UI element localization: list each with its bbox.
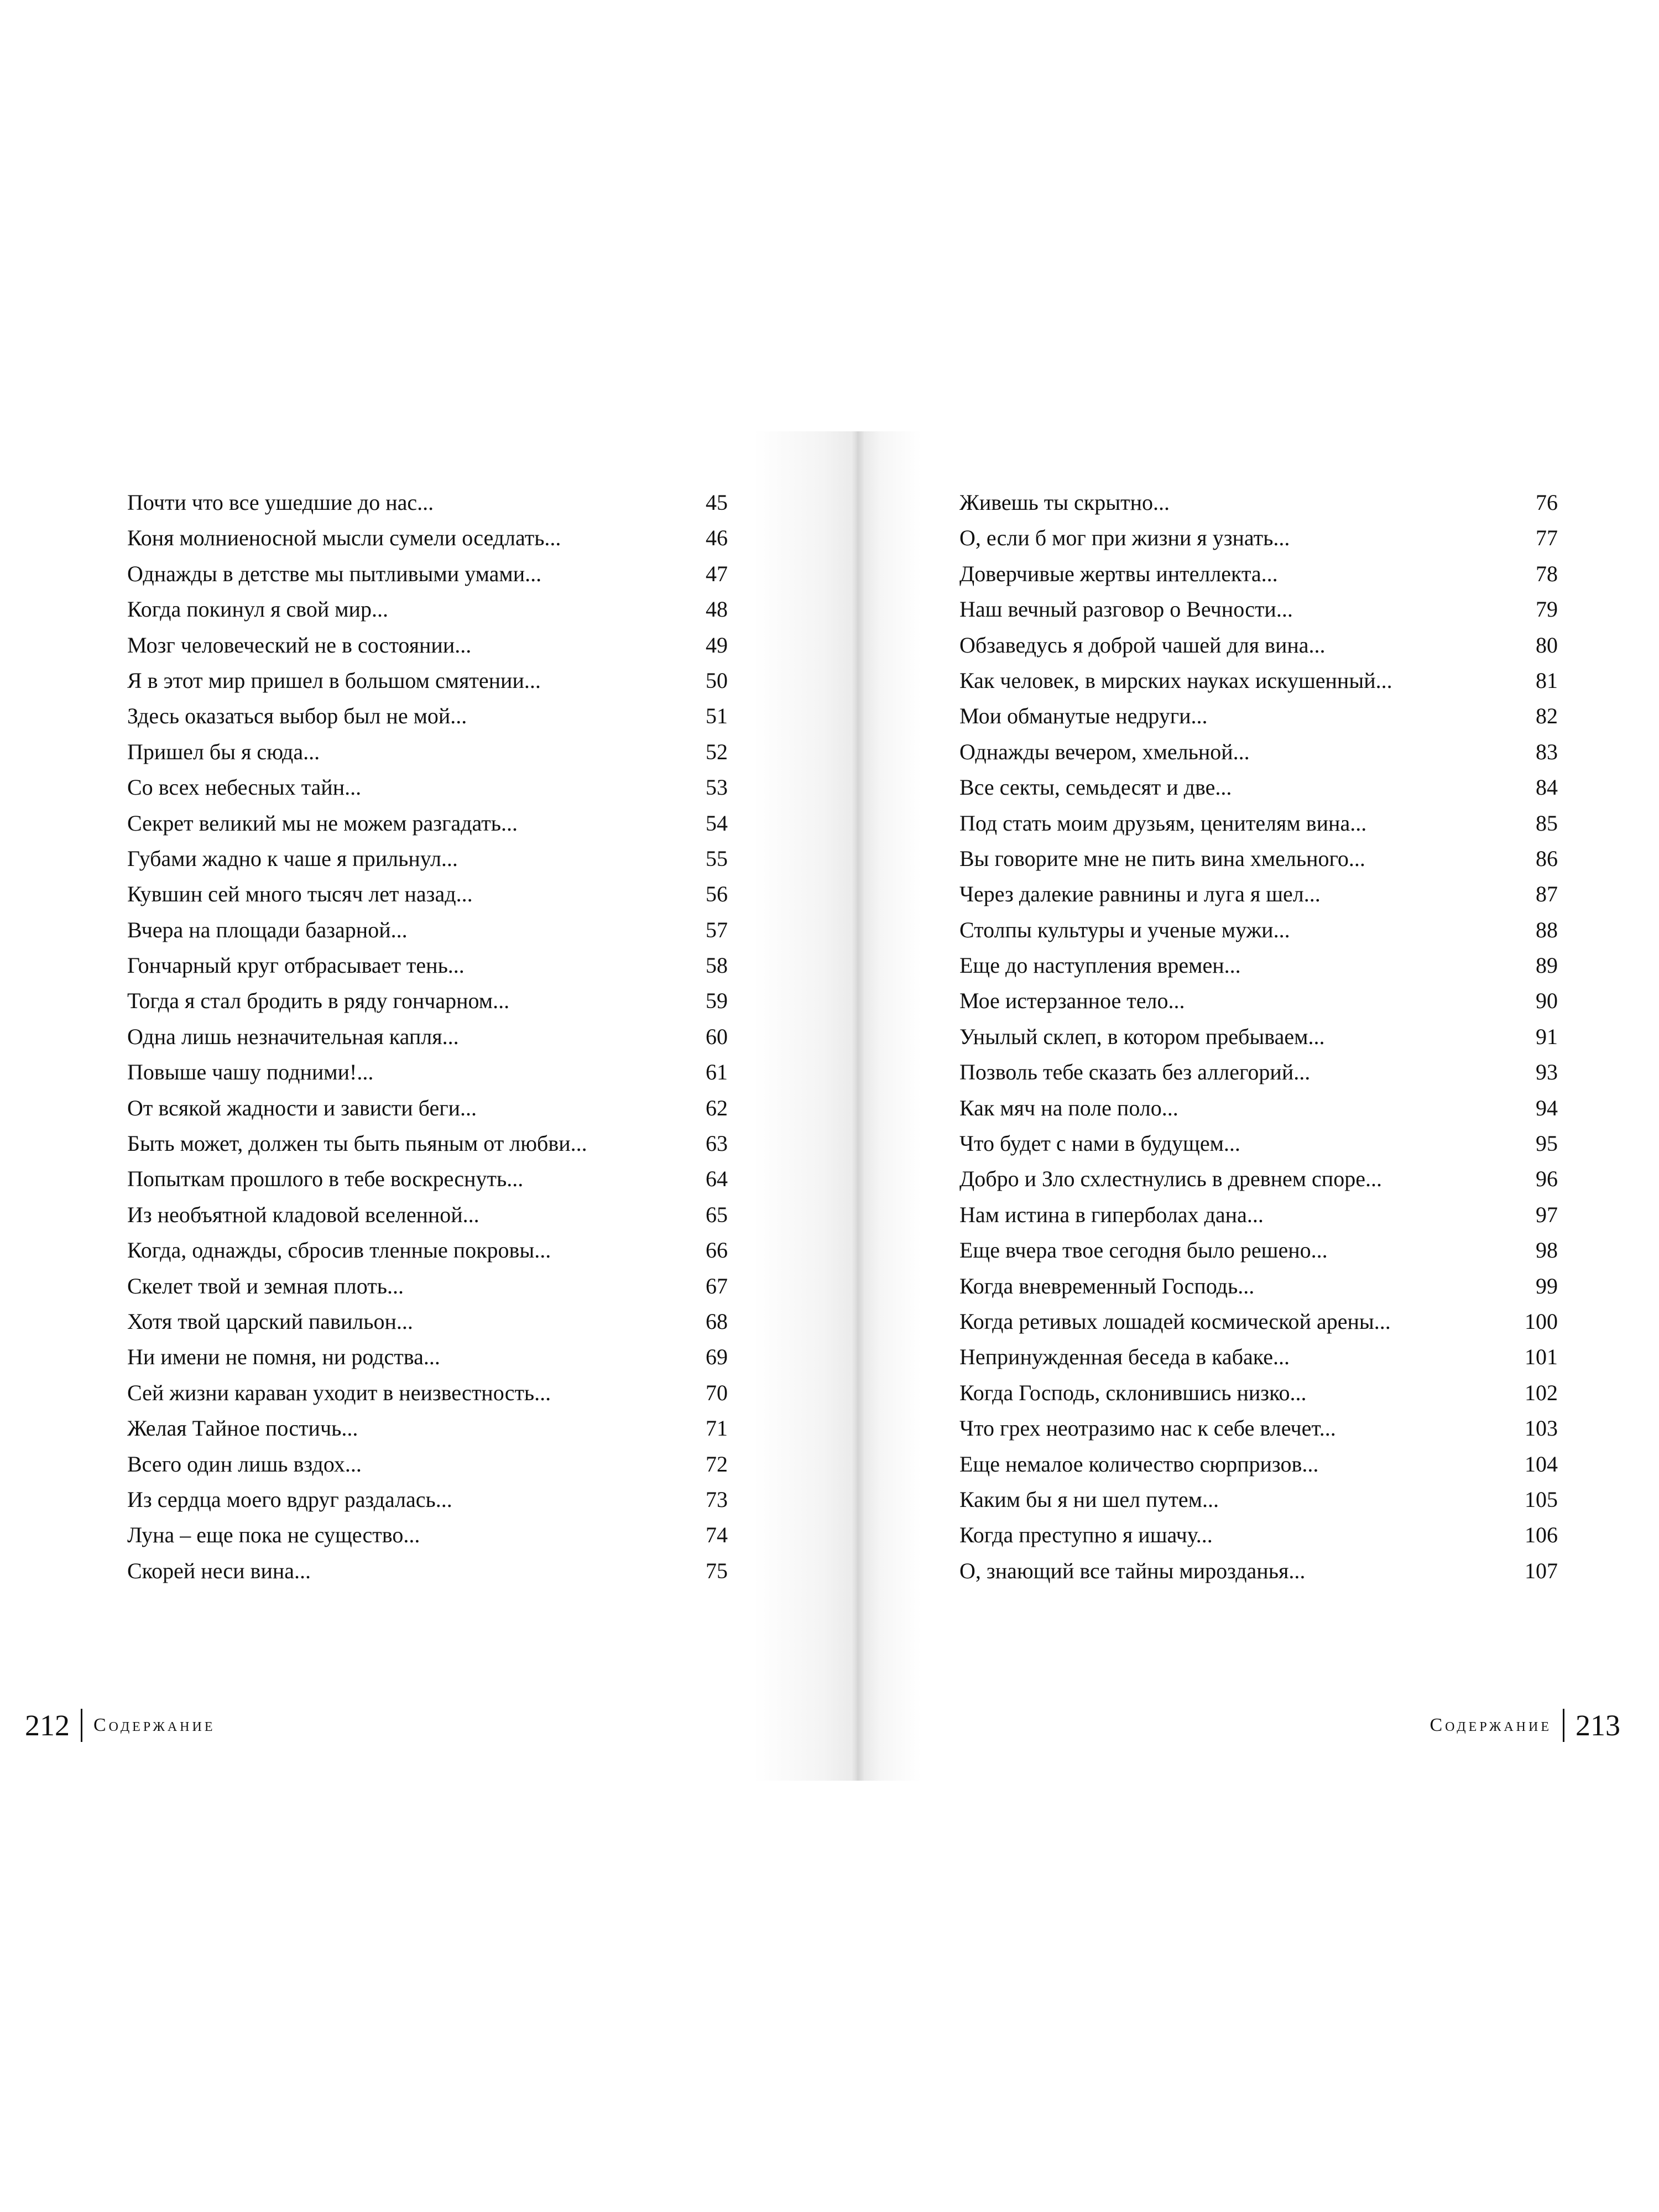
toc-entry-page-number: 95 [1536,1131,1558,1156]
toc-entry-title: Что грех неотразимо нас к себе влечет... [959,1416,1336,1441]
toc-entry [127,734,728,770]
toc-entry-title: Вчера на площади базарной... [127,917,408,942]
toc-entry [959,1233,1558,1268]
toc-entry-page-number: 60 [706,1024,728,1049]
toc-entry-title: Коня молниеносной мысли сумели оседлать... [127,525,561,551]
toc-entry [959,628,1558,663]
toc-entry-page-number: 70 [706,1380,728,1405]
toc-entry-title: Живешь ты скрытно... [959,490,1170,515]
toc-entry [127,520,728,556]
toc-entry-title: Когда, однажды, сбросив тленные покровы... [127,1238,551,1263]
toc-entry-title: Хотя твой царский павильон... [127,1308,413,1334]
toc-entry-title: Здесь оказаться выбор был не мой... [127,703,467,729]
toc-entry-title: Каким бы я ни шел путем... [959,1486,1219,1512]
toc-entry-title: Скелет твой и земная плоть... [127,1273,404,1298]
toc-entry-title: Через далекие равнины и луга я шел... [959,881,1321,907]
toc-entry-title: Столпы культуры и ученые мужи... [959,917,1290,942]
toc-entry-page-number: 46 [706,525,728,551]
toc-entry [959,1553,1558,1589]
toc-entry-title: Я в этот мир пришел в большом смятении... [127,667,541,693]
toc-entry [127,1269,728,1304]
toc-entry-page-number: 94 [1536,1095,1558,1120]
toc-entry-page-number: 107 [1525,1558,1558,1583]
toc-entry-page-number: 50 [706,667,728,693]
toc-entry-title: Из необъятной кладовой вселенной... [127,1202,479,1227]
toc-entry [127,1233,728,1268]
toc-entry-title: Мое истерзанное тело... [959,988,1185,1014]
toc-entry-title: О, знающий все тайны мирозданья... [959,1558,1306,1583]
toc-entry-page-number: 48 [706,597,728,622]
toc-entry-title: Унылый склеп, в котором пребываем... [959,1024,1325,1049]
toc-entry [959,592,1558,627]
toc-entry-title: Ни имени не помня, ни родства... [127,1344,440,1370]
toc-entry-title: Однажды в детстве мы пытливыми умами... [127,561,542,586]
toc-entry-page-number: 57 [706,917,728,942]
toc-entry-page-number: 91 [1536,1024,1558,1049]
toc-entry-title: Когда Господь, склонившись низко... [959,1380,1307,1405]
toc-entry-title: От всякой жадности и зависти беги... [127,1095,477,1120]
toc-entry-page-number: 54 [706,810,728,836]
toc-entry-title: Луна – еще пока не существо... [127,1522,420,1548]
toc-entry-title: Мои обманутые недруги... [959,703,1208,729]
toc-entry [959,1482,1558,1517]
toc-entry [127,1517,728,1553]
toc-entry-page-number: 61 [706,1060,728,1085]
toc-entry-page-number: 65 [706,1202,728,1227]
toc-entry [127,841,728,877]
toc-entry-title: Мозг человеческий не в состоянии... [127,632,472,658]
toc-entry-page-number: 79 [1536,597,1558,622]
right-page-toc [959,485,1558,1589]
toc-entry-title: Нам истина в гиперболах дана... [959,1202,1264,1227]
toc-entry-title: Позволь тебе сказать без аллегорий... [959,1060,1311,1085]
toc-entry [959,663,1558,698]
toc-entry [127,1055,728,1090]
toc-entry-title: О, если б мог при жизни я узнать... [959,525,1290,551]
toc-entry-title: Когда вневременный Господь... [959,1273,1255,1298]
toc-entry [959,1304,1558,1339]
toc-entry-title: Что будет с нами в будущем... [959,1131,1240,1156]
toc-entry [959,912,1558,948]
toc-entry-page-number: 93 [1536,1060,1558,1085]
toc-entry-page-number: 71 [706,1416,728,1441]
book-gutter [851,431,864,1781]
toc-entry-title: Вы говорите мне не пить вина хмельного... [959,846,1365,871]
toc-entry-title: Еще вчера твое сегодня было решено... [959,1238,1328,1263]
toc-entry-title: Когда ретивых лошадей космической арены... [959,1308,1391,1334]
toc-entry-page-number: 62 [706,1095,728,1120]
toc-entry-title: Тогда я стал бродить в ряду гончарном... [127,988,510,1014]
toc-entry-page-number: 83 [1536,739,1558,764]
toc-entry-page-number: 84 [1536,775,1558,800]
left-running-head: Содержание [93,1715,216,1735]
right-page-number: 213 [1575,1709,1620,1742]
toc-entry-page-number: 89 [1536,953,1558,978]
toc-entry-title: Скорей неси вина... [127,1558,311,1583]
toc-entry [127,1447,728,1482]
toc-entry [959,1447,1558,1482]
toc-entry-title: Одна лишь незначительная капля... [127,1024,459,1049]
toc-entry-page-number: 100 [1525,1308,1558,1334]
toc-entry-page-number: 105 [1525,1486,1558,1512]
toc-entry [959,1411,1558,1446]
toc-entry-title: Желая Тайное постичь... [127,1416,358,1441]
toc-entry-page-number: 82 [1536,703,1558,729]
toc-entry-page-number: 81 [1536,667,1558,693]
toc-entry [959,734,1558,770]
toc-entry [959,1269,1558,1304]
toc-entry-page-number: 56 [706,881,728,907]
toc-entry-title: Быть может, должен ты быть пьяным от любви... [127,1131,587,1156]
toc-entry-page-number: 97 [1536,1202,1558,1227]
toc-entry-title: Сей жизни караван уходит в неизвестность... [127,1380,551,1405]
toc-entry-page-number: 103 [1525,1416,1558,1441]
toc-entry [127,663,728,698]
toc-entry-title: Все секты, семьдесят и две... [959,775,1232,800]
toc-entry-page-number: 104 [1525,1451,1558,1477]
toc-entry [127,983,728,1019]
toc-entry [959,556,1558,592]
toc-entry-title: Добро и Зло схлестнулись в древнем споре... [959,1166,1382,1192]
toc-entry-page-number: 63 [706,1131,728,1156]
toc-entry [127,592,728,627]
toc-entry [127,770,728,805]
toc-entry-title: Всего один лишь вздох... [127,1451,362,1477]
toc-entry-title: Обзаведусь я доброй чашей для вина... [959,632,1326,658]
toc-entry [959,485,1558,520]
toc-entry-page-number: 68 [706,1308,728,1334]
toc-entry-page-number: 85 [1536,810,1558,836]
toc-entry-title: Под стать моим друзьям, ценителям вина... [959,810,1367,836]
folio-divider [1563,1709,1564,1742]
toc-entry-title: Когда покинул я свой мир... [127,597,388,622]
toc-entry-page-number: 88 [1536,917,1558,942]
toc-entry [959,1019,1558,1055]
toc-entry [127,1091,728,1126]
toc-entry-page-number: 69 [706,1344,728,1370]
toc-entry-title: Когда преступно я ишачу... [959,1522,1213,1548]
toc-entry [127,485,728,520]
toc-entry [127,1553,728,1589]
toc-entry [127,1411,728,1446]
toc-entry-title: Повыше чашу подними!... [127,1060,374,1085]
toc-entry-title: Доверчивые жертвы интеллекта... [959,561,1278,586]
toc-entry [127,1019,728,1055]
toc-entry-page-number: 102 [1525,1380,1558,1405]
toc-entry-page-number: 90 [1536,988,1558,1014]
toc-entry [959,877,1558,912]
toc-entry-page-number: 53 [706,775,728,800]
toc-entry [127,1304,728,1339]
toc-entry [127,912,728,948]
toc-entry-page-number: 49 [706,632,728,658]
toc-entry [127,1126,728,1161]
toc-entry [959,1091,1558,1126]
toc-entry [959,1339,1558,1375]
toc-entry [959,1197,1558,1233]
toc-entry-page-number: 73 [706,1486,728,1512]
toc-entry-page-number: 78 [1536,561,1558,586]
toc-entry [959,520,1558,556]
toc-entry [127,948,728,983]
folio-divider [81,1709,82,1742]
toc-entry-page-number: 59 [706,988,728,1014]
toc-entry-title: Почти что все ушедшие до нас... [127,490,434,515]
toc-entry-title: Секрет великий мы не можем разгадать... [127,810,518,836]
toc-entry-page-number: 58 [706,953,728,978]
toc-entry-page-number: 87 [1536,881,1558,907]
toc-entry-title: Наш вечный разговор о Вечности... [959,597,1293,622]
toc-entry-page-number: 64 [706,1166,728,1192]
toc-entry [959,698,1558,734]
toc-entry-page-number: 76 [1536,490,1558,515]
toc-entry-page-number: 106 [1525,1522,1558,1548]
toc-entry-title: Из сердца моего вдруг раздалась... [127,1486,452,1512]
toc-entry-title: Как мяч на поле поло... [959,1095,1178,1120]
toc-entry [959,1055,1558,1090]
toc-entry-page-number: 51 [706,703,728,729]
toc-entry-title: Как человек, в мирских науках искушенный... [959,667,1392,693]
left-page-folio [25,1703,216,1747]
left-page-number: 212 [25,1709,70,1742]
toc-entry-page-number: 55 [706,846,728,871]
toc-entry-page-number: 72 [706,1451,728,1477]
toc-entry-title: Еще до наступления времен... [959,953,1241,978]
toc-entry-page-number: 66 [706,1238,728,1263]
toc-entry-page-number: 47 [706,561,728,586]
toc-entry [127,628,728,663]
toc-entry-page-number: 98 [1536,1238,1558,1263]
toc-entry-page-number: 96 [1536,1166,1558,1192]
toc-entry-page-number: 80 [1536,632,1558,658]
right-page-folio [1430,1703,1620,1747]
toc-entry [959,1161,1558,1197]
toc-entry-page-number: 75 [706,1558,728,1583]
toc-entry-page-number: 101 [1525,1344,1558,1370]
toc-entry [127,1482,728,1517]
left-page-toc [127,485,728,1589]
toc-entry [959,1517,1558,1553]
toc-entry-title: Однажды вечером, хмельной... [959,739,1250,764]
toc-entry-title: Кувшин сей много тысяч лет назад... [127,881,473,907]
toc-entry [959,983,1558,1019]
toc-entry [127,806,728,841]
toc-entry [127,1375,728,1411]
toc-entry [959,770,1558,805]
toc-entry-page-number: 99 [1536,1273,1558,1298]
toc-entry-title: Со всех небесных тайн... [127,775,362,800]
toc-entry [127,556,728,592]
toc-entry [127,1339,728,1375]
toc-entry [127,1161,728,1197]
toc-entry-page-number: 86 [1536,846,1558,871]
toc-entry [959,948,1558,983]
toc-entry [959,806,1558,841]
toc-entry [959,1126,1558,1161]
toc-entry-title: Пришел бы я сюда... [127,739,320,764]
toc-entry-page-number: 74 [706,1522,728,1548]
toc-entry-title: Губами жадно к чаше я прильнул... [127,846,458,871]
toc-entry-title: Еще немалое количество сюрпризов... [959,1451,1319,1477]
toc-entry-title: Гончарный круг отбрасывает тень... [127,953,465,978]
toc-entry [959,1375,1558,1411]
toc-entry-page-number: 67 [706,1273,728,1298]
toc-entry-page-number: 52 [706,739,728,764]
toc-entry-title: Непринужденная беседа в кабаке... [959,1344,1290,1370]
right-running-head: Содержание [1430,1715,1552,1735]
toc-entry-page-number: 45 [706,490,728,515]
toc-entry-title: Попыткам прошлого в тебе воскреснуть... [127,1166,524,1192]
toc-entry [127,698,728,734]
toc-entry [127,1197,728,1233]
toc-entry [127,877,728,912]
toc-entry [959,841,1558,877]
toc-entry-page-number: 77 [1536,525,1558,551]
